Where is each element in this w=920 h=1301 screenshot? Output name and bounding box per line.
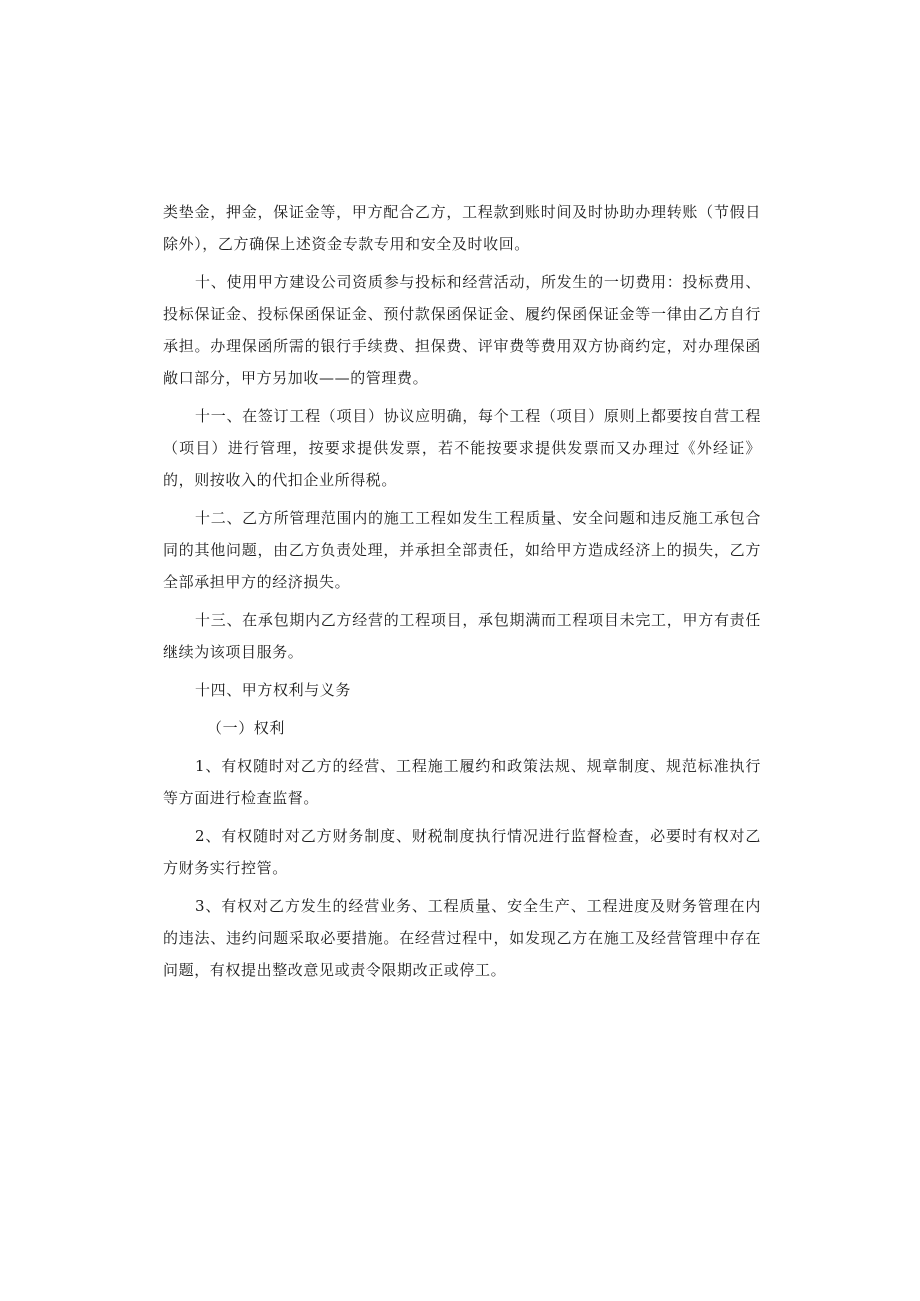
paragraph-clause-14-heading: 十四、甲方权利与义务 <box>195 681 352 699</box>
paragraph-right-3: 3、有权对乙方发生的经营业务、工程质量、安全生产、工程进度及财务管理在内的违法、违约问题采取必要措施。在经营过程中，如发现乙方在施工及经营管理中存在问题，有权提出整改意见或责令限期改正或停工。 <box>163 897 761 979</box>
paragraph-right-2: 2、有权随时对乙方财务制度、财税制度执行情况进行监督检查，必要时有权对乙方财务实行控管。 <box>163 827 761 877</box>
paragraph-right-1: 1、有权随时对乙方的经营、工程施工履约和政策法规、规章制度、规范标准执行等方面进行检查监督。 <box>163 757 761 807</box>
paragraph-clause-11: 十一、在签订工程（项目）协议应明确，每个工程（项目）原则上都要按自营工程（项目）进行管理，按要求提供发票，若不能按要求提供发票而又办理过《外经证》的，则按收入的代扣企业所得税。 <box>163 407 761 489</box>
paragraph-deposit-continuation: 类垫金，押金，保证金等，甲方配合乙方，工程款到账时间及时协助办理转账（节假日除外），乙方确保上述资金专款专用和安全及时收回。 <box>163 203 761 253</box>
paragraph-clause-12: 十二、乙方所管理范围内的施工工程如发生工程质量、安全问题和违反施工承包合同的其他问题，由乙方负责处理，并承担全部责任，如给甲方造成经济上的损失，乙方全部承担甲方的经济损失。 <box>163 509 761 591</box>
paragraph-rights-subheading: （一）权利 <box>207 719 286 737</box>
paragraph-clause-10: 十、使用甲方建设公司资质参与投标和经营活动，所发生的一切费用：投标费用、投标保证金、投标保函保证金、预付款保函保证金、履约保函保证金等一律由乙方自行承担。办理保函所需的银行手续费、担保费、评审费等费用双方协商约定，对办理保函敞口部分，甲方另加收——的管理费。 <box>163 273 761 387</box>
document-body <box>163 196 761 992</box>
paragraph-clause-13: 十三、在承包期内乙方经营的工程项目，承包期满而工程项目未完工，甲方有责任继续为该项目服务。 <box>163 611 761 661</box>
